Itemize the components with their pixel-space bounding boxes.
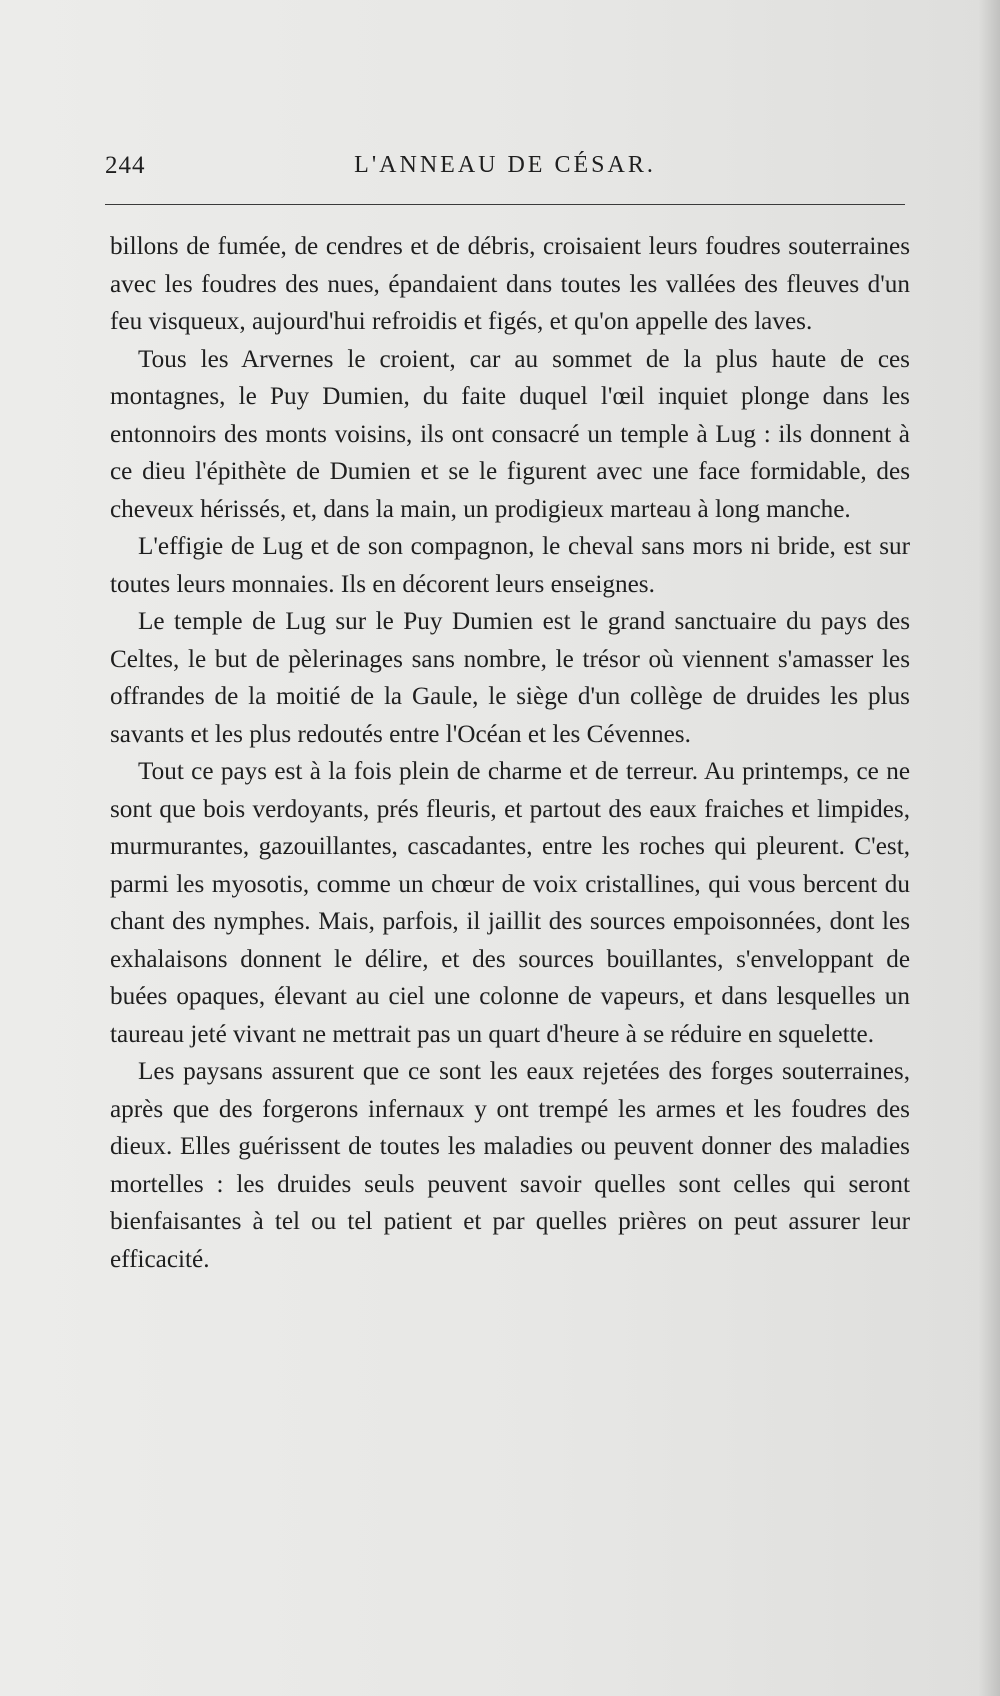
paragraph: Tout ce pays est à la fois plein de charme et de terreur. Au printemps, ce ne sont que bois verdoyants, prés fleuris, et partout des eaux fraiches et limpides, murmurantes, gazouillantes, cascadantes, entre les roches qui pleurent. C'est, parmi les myosotis, comme un chœur de voix cristallines, qui vous bercent du chant des nymphes. Mais, parfois, il jaillit des sources empoisonnées, dont les exhalaisons donnent le délire, et des sources bouillantes, s'enveloppant de buées opaques, élevant au ciel une colonne de vapeurs, et dans lesquelles un taureau jeté vivant ne mettrait pas un quart d'heure à se réduire en squelette. (110, 758, 910, 1048)
page-edge-shadow (978, 0, 1000, 1696)
running-head (105, 152, 905, 186)
paragraph: Les paysans assurent que ce sont les eaux rejetées des forges souterraines, après que des forgerons infernaux y ont trempé les armes et les foudres des dieux. Elles guérissent de toutes les maladies ou peuvent donner des maladies mortelles : les druides seuls peuvent savoir quelles sont celles qui seront bienfaisantes à tel ou tel patient et par quelles prières on peut assurer leur efficacité. (110, 1058, 910, 1273)
paragraph-continuation: billons de fumée, de cendres et de débris, croisaient leurs foudres souterraines avec les foudres des nues, épandaient dans toutes les vallées des fleuves d'un feu visqueux, aujourd'hui refroidis et figés, et qu'on appelle des laves. (110, 233, 910, 335)
paragraph: L'effigie de Lug et de son compagnon, le cheval sans mors ni bride, est sur toutes leurs monnaies. Ils en décorent leurs enseignes. (110, 533, 910, 598)
header-rule (105, 204, 905, 205)
paragraph: Le temple de Lug sur le Puy Dumien est le grand sanctuaire du pays des Celtes, le but de pèlerinages sans nombre, le trésor où viennent s'amasser les offrandes de la moitié de la Gaule, le siège d'un collège de druides les plus savants et les plus redoutés entre l'Océan et les Cévennes. (110, 608, 910, 748)
page-number: 244 (105, 152, 146, 179)
running-title: L'ANNEAU DE CÉSAR. (354, 152, 656, 178)
body-text (110, 228, 910, 1278)
paragraph: Tous les Arvernes le croient, car au sommet de la plus haute de ces montagnes, le Puy Dumien, du faite duquel l'œil inquiet plonge dans les entonnoirs des monts voisins, ils ont consacré un temple à Lug : ils donnent à ce dieu l'épithète de Dumien et se le figurent avec une face formidable, des cheveux hérissés, et, dans la main, un prodigieux marteau à long manche. (110, 345, 910, 523)
